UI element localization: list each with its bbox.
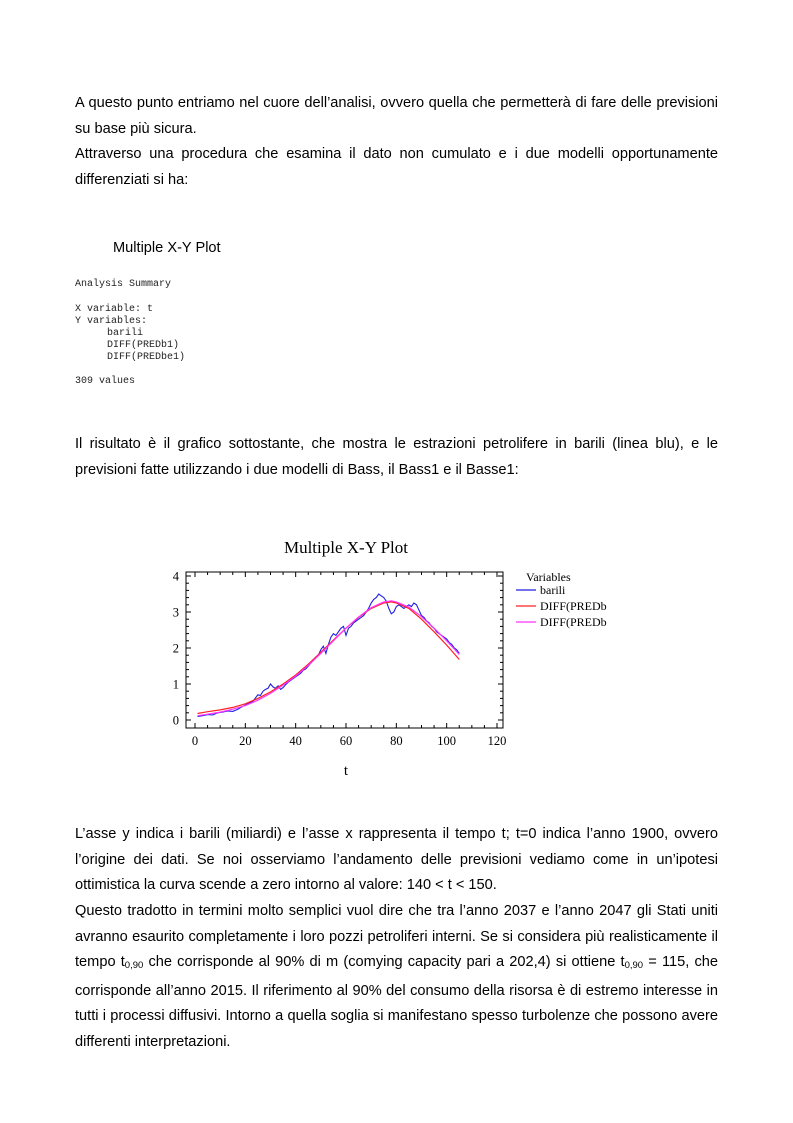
y-tick-label: 3 bbox=[172, 605, 179, 620]
y-tick-label: 4 bbox=[172, 569, 179, 584]
y-variable-item: DIFF(PREDbe1) bbox=[107, 352, 186, 363]
legend bbox=[516, 583, 607, 629]
intro-paragraph-2: Attraverso una procedura che esamina il dato non cumulato e i due modelli opportunamente differenziati si ha: bbox=[75, 146, 718, 188]
series-line-1 bbox=[198, 602, 460, 714]
chart-svg bbox=[150, 530, 650, 790]
x-tick-label: 100 bbox=[437, 734, 457, 748]
y-variable-item: DIFF(PREDb1) bbox=[107, 340, 180, 351]
x-tick-label: 40 bbox=[289, 734, 302, 748]
intro-paragraph-1: A questo punto entriamo nel cuore dell’analisi, ovvero quella che permetterà di fare delle previsioni su base più sicura. bbox=[75, 95, 718, 137]
x-tick-label: 0 bbox=[191, 734, 199, 748]
series-line-0 bbox=[198, 594, 460, 716]
explanation-paragraph-1: L’asse y indica i barili (miliardi) e l’asse x rappresenta il tempo t; t=0 indica l’anno 1900, ovvero l’origine dei dati. Se noi osserviamo l’andamento delle previsioni vediamo come in un’ipotesi ottimistica la curva scende a zero intorno al valore: 140 < t < 150. bbox=[75, 826, 718, 893]
summary-title: Multiple X-Y Plot bbox=[113, 240, 221, 256]
explanation-paragraph-2 bbox=[75, 899, 718, 1055]
subscript-090: 0,90 bbox=[624, 960, 644, 971]
x-tick-label: 120 bbox=[487, 734, 507, 748]
x-variable-line: X variable: t bbox=[75, 304, 154, 315]
subscript-090: 0,90 bbox=[124, 960, 144, 971]
y-tick-label: 2 bbox=[172, 641, 179, 656]
y-variables-label: Y variables: bbox=[75, 316, 148, 327]
x-tick-label: 60 bbox=[339, 734, 353, 748]
values-count: 309 values bbox=[75, 376, 136, 387]
chart bbox=[150, 530, 650, 790]
legend-entry: DIFF(PREDb bbox=[540, 599, 607, 613]
chart-title: Multiple X-Y Plot bbox=[283, 538, 409, 557]
result-paragraph: Il risultato è il grafico sottostante, che mostra le estrazioni petrolifere in barili (linea blu), e le previsioni fatte utilizzando i due modelli di Bass, il Bass1 e il Basse1: bbox=[75, 436, 718, 478]
x-tick-label: 20 bbox=[239, 734, 252, 748]
series-group bbox=[198, 594, 460, 716]
y-tick-label: 0 bbox=[172, 713, 179, 728]
legend-entry: barili bbox=[540, 583, 566, 597]
axes bbox=[173, 570, 507, 749]
x-axis-label: t bbox=[343, 763, 349, 779]
explanation-text-a: Questo tradotto in termini molto semplici vuol dire che tra l’anno 2037 e l’anno 2047 gli Stati uniti avranno esaurito completamente i loro pozzi petroliferi interni. Se si considera più realisticamente il tempo t bbox=[75, 903, 718, 970]
legend-title: Variables bbox=[526, 570, 571, 584]
explanation-text-b: che corrisponde al 90% di m (comying capacity pari a 202,4) si ottiene t bbox=[143, 954, 625, 970]
explanation-text-c: = 115, che corrisponde all’anno 2015. Il riferimento al 90% del consumo della risorsa è di estremo interesse in tutti i processi diffusivi. Intorno a quella soglia si manifestano spesso turbolenze che possono avere differenti interpretazioni. bbox=[75, 954, 718, 1050]
y-tick-label: 1 bbox=[172, 677, 179, 692]
legend-entry: DIFF(PREDb bbox=[540, 615, 607, 629]
y-variable-item: barili bbox=[107, 328, 144, 339]
analysis-summary-label: Analysis Summary bbox=[75, 279, 172, 290]
x-tick-label: 80 bbox=[390, 734, 403, 748]
